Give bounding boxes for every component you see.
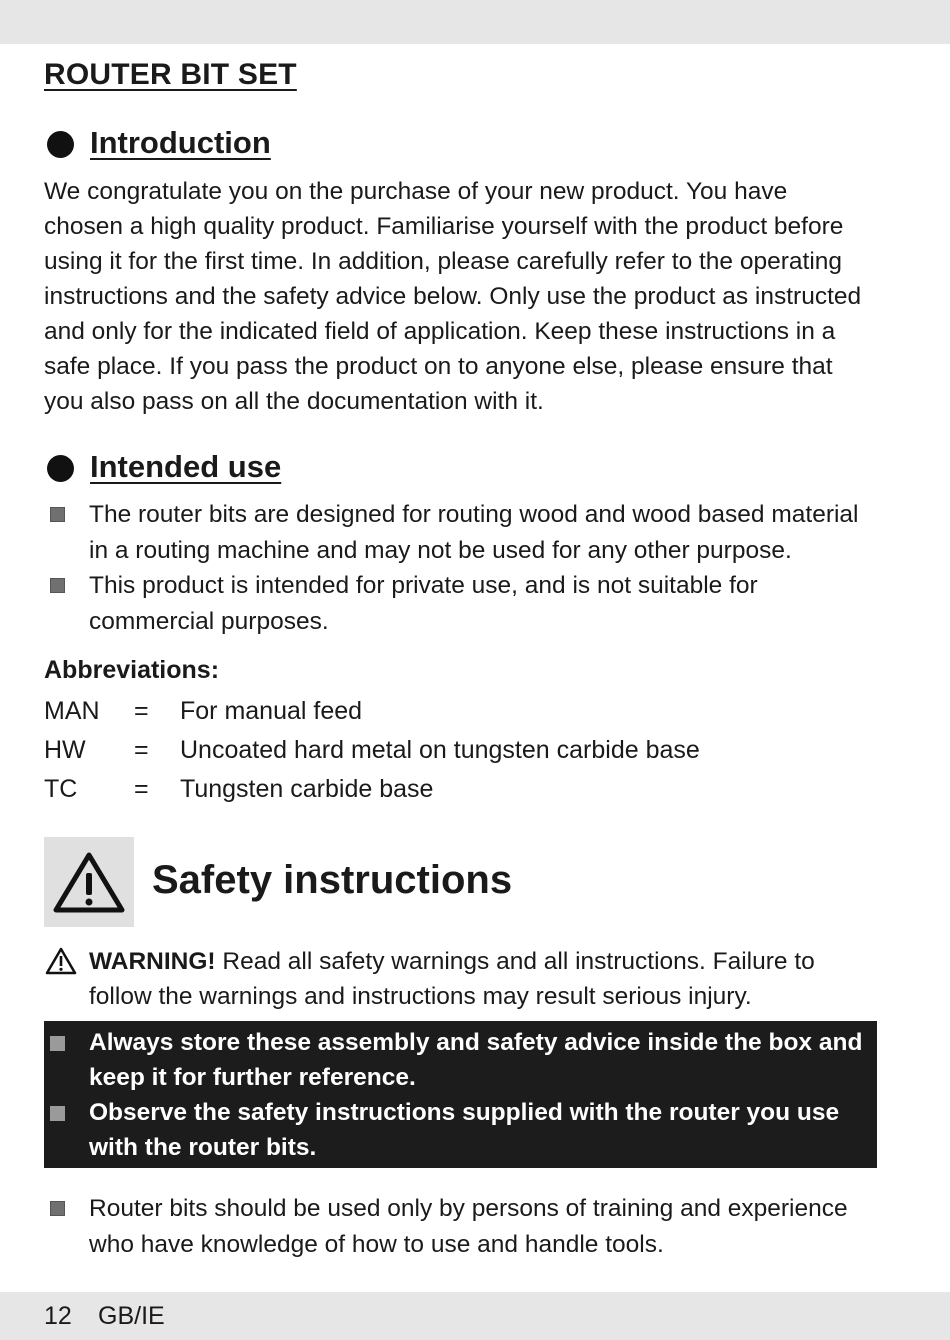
paragraph-line: instructions and the safety advice below. Only use the product as instructed <box>44 283 862 310</box>
list-item-line: in a routing machine and may not be used for any other purpose. <box>89 536 792 564</box>
paragraph-line: and only for the indicated field of application. Keep these instructions in a <box>44 318 836 345</box>
warning-label: WARNING! <box>89 948 216 975</box>
warning-text: Read all safety warnings and all instructions. Failure to <box>215 948 815 975</box>
safety-list <box>44 1191 884 1262</box>
intended-use-list <box>44 497 884 639</box>
abbreviation-term: MAN <box>44 697 100 725</box>
abbreviation-definition: Tungsten carbide base <box>180 775 434 803</box>
equals-sign: = <box>134 775 149 803</box>
intended-use-heading: Intended use <box>90 449 282 484</box>
warning-triangle-icon <box>44 837 134 927</box>
abbreviation-term: HW <box>44 736 86 764</box>
document-title: ROUTER BIT SET <box>44 58 297 91</box>
warning-small-icon <box>44 946 78 976</box>
warning-statement <box>44 944 884 1014</box>
square-bullet-icon <box>50 1106 65 1121</box>
equals-sign: = <box>134 697 149 725</box>
paragraph-line: using it for the first time. In addition, please carefully refer to the operating <box>44 248 843 275</box>
list-item-line: Observe the safety instructions supplied with the router you use <box>89 1099 840 1126</box>
list-item-line: keep it for further reference. <box>89 1064 416 1091</box>
list-item <box>44 1095 877 1165</box>
abbreviations-title: Abbreviations: <box>44 656 220 684</box>
square-bullet-icon <box>50 1201 65 1216</box>
list-item-line: with the router bits. <box>89 1134 317 1161</box>
list-item-line: Router bits should be used only by persons of training and experience <box>89 1195 848 1222</box>
list-item-line: commercial purposes. <box>89 607 329 635</box>
paragraph-line: chosen a high quality product. Familiarise yourself with the product before <box>44 213 844 240</box>
safety-warning-box <box>44 837 134 927</box>
square-bullet-icon <box>50 507 65 522</box>
paragraph-line: you also pass on all the documentation with it. <box>44 388 544 415</box>
header-band <box>0 0 950 44</box>
page-number: 12 <box>44 1302 72 1330</box>
square-bullet-icon <box>50 578 65 593</box>
list-item <box>44 568 884 639</box>
list-item-line: Always store these assembly and safety advice inside the box and <box>89 1029 863 1056</box>
introduction-heading: Introduction <box>90 125 271 160</box>
list-item-line: This product is intended for private use, and is not suitable for <box>89 572 758 599</box>
paragraph-line: safe place. If you pass the product on to anyone else, please ensure that <box>44 353 833 380</box>
list-item <box>44 497 884 568</box>
abbreviation-definition: For manual feed <box>180 697 363 725</box>
safety-instructions-heading: Safety instructions <box>152 858 513 902</box>
square-bullet-icon <box>50 1036 65 1051</box>
section-bullet-icon <box>47 455 74 482</box>
list-item-line: who have knowledge of how to use and handle tools. <box>89 1230 664 1258</box>
section-bullet-icon <box>47 131 74 158</box>
equals-sign: = <box>134 736 149 764</box>
highlighted-list <box>44 1025 877 1165</box>
warning-text: follow the warnings and instructions may result serious injury. <box>89 983 752 1010</box>
abbreviation-definition: Uncoated hard metal on tungsten carbide base <box>180 736 700 764</box>
list-item <box>44 1191 884 1262</box>
list-item <box>44 1025 877 1095</box>
abbreviation-term: TC <box>44 775 78 803</box>
highlighted-notice-box <box>44 1021 877 1168</box>
list-item-line: The router bits are designed for routing wood and wood based material <box>89 501 859 528</box>
introduction-paragraph <box>44 174 884 419</box>
region-code: GB/IE <box>98 1302 165 1330</box>
paragraph-line: We congratulate you on the purchase of your new product. You have <box>44 178 788 205</box>
